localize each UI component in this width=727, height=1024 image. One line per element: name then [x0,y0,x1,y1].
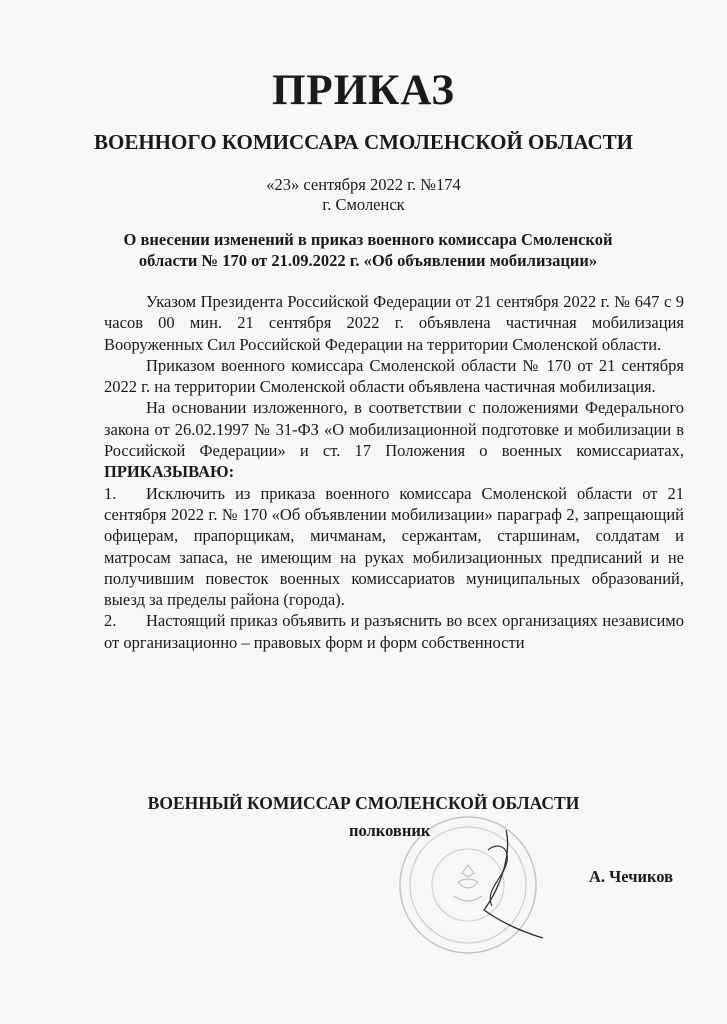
signature-position: ВОЕННЫЙ КОМИССАР СМОЛЕНСКОЙ ОБЛАСТИ [147,793,580,813]
heading-line-2: области № 170 от 21.09.2022 г. «Об объявлении мобилизации» [138,251,598,270]
paragraph-decree: Указом Президента Российской Федерации от 21 сентября 2022 г. № 647 с 9 часов 00 мин. 21 сентября 2022 г. объявлена частичная мобилизация Вооруженных Сил Российской Федерации на территории Смоленской области. [104,292,684,354]
signature-rank: полковник [349,821,431,840]
order-heading [118,229,618,271]
heading-line-1: О внесении изменений в приказ военного комиссара Смоленской [123,230,613,249]
order-body [104,291,684,653]
item-number: 1. [104,483,117,503]
paragraph-order-170: Приказом военного комиссара Смоленской области № 170 от 21 сентября 2022 г. на территории Смоленской области объявлена частичная мобилизация. [104,355,684,397]
date-block [0,175,727,215]
signature-name: А. Чечиков [589,867,674,886]
item-text: Настоящий приказ объявить и разъяснить во всех организациях независимо от организационно – правовых форм и форм собственности [104,611,684,652]
order-word: ПРИКАЗЫВАЮ: [104,462,235,482]
order-item-1 [104,483,684,611]
item-text: Исключить из приказа военного комиссара Смоленской области от 21 сентября 2022 г. № 170 «Об объявлении мобилизации» параграф 2, запрещающий офицерам, прапорщикам, мичманам, сержантам, старшинам, солдатам и матросам запаса, не имеющим на руках мобилизационных предписаний и не получившим повесток военных комиссариатов муниципальных образований, выезд за пределы района (города). [104,483,684,610]
city: г. Смоленск [322,195,405,214]
document-subtitle: ВОЕННОГО КОМИССАРА СМОЛЕНСКОЙ ОБЛАСТИ [94,130,633,154]
date-number: «23» сентября 2022 г. №174 [266,175,461,194]
basis-text: На основании изложенного, в соответствии с положениями Федерального закона от 26.02.1997 № 31-ФЗ «О мобилизационной подготовке и мобилизации в Российской Федерации» и ст. 17 Положения о военных комиссариатах, [104,398,684,461]
item-number: 2. [104,611,117,631]
order-item-2 [104,610,684,653]
paragraph-basis [104,397,684,482]
document-title: ПРИКАЗ [271,67,456,114]
